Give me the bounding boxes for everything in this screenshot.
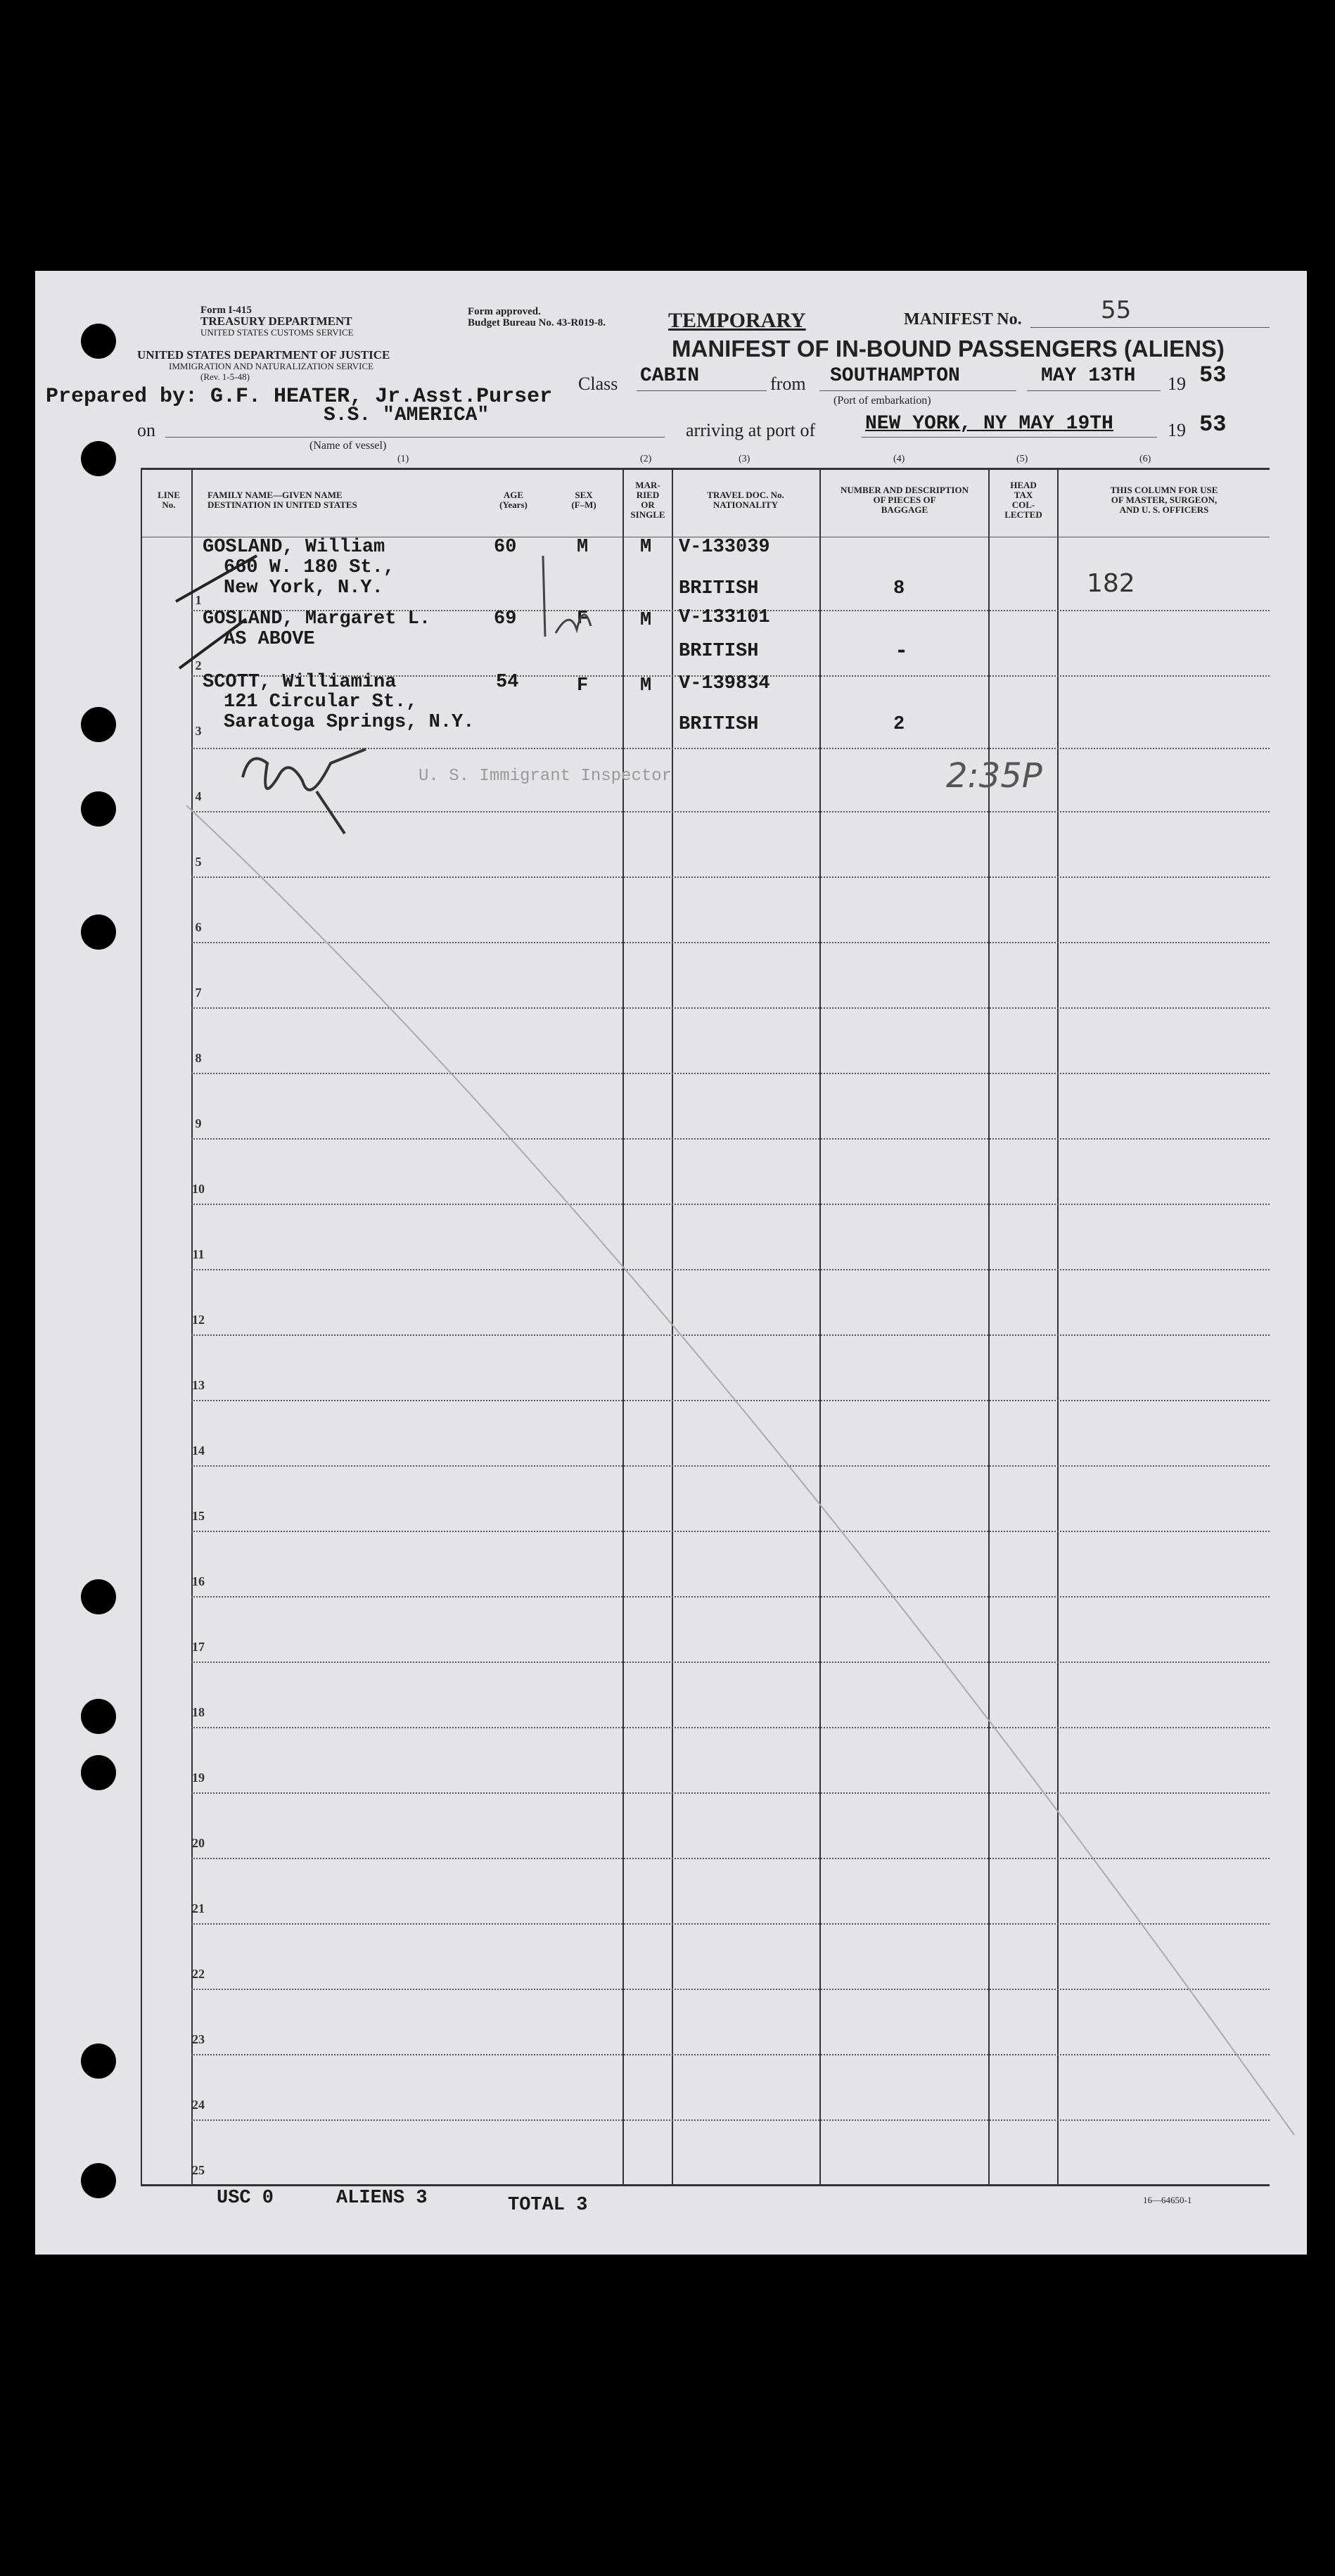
- diagonal-strike-line: [186, 805, 1294, 2135]
- header-sex: SEX (F–M): [571, 490, 596, 510]
- header-married: MAR- RIED OR SINGLE: [630, 480, 665, 520]
- header-name: FAMILY NAME—GIVEN NAME DESTINATION IN UNITED STATES: [207, 490, 357, 510]
- line-number: 13: [192, 1378, 205, 1392]
- vessel-name: S.S. "AMERICA": [324, 404, 490, 426]
- line-number: 11: [192, 1247, 205, 1261]
- line-number: 10: [192, 1182, 205, 1196]
- passenger-sex: F: [577, 608, 589, 630]
- pen-mark: [543, 556, 545, 637]
- line-number: 23: [192, 2032, 205, 2046]
- passenger-age: 60: [494, 537, 517, 558]
- agency-customs: UNITED STATES CUSTOMS SERVICE: [200, 327, 354, 338]
- col-num-3: (3): [739, 454, 750, 464]
- passenger-baggage: 8: [893, 578, 905, 599]
- passenger-nationality: BRITISH: [679, 714, 759, 735]
- form-number: Form I-415: [200, 305, 252, 316]
- passenger-marital: M: [640, 675, 652, 696]
- from-port: SOUTHAMPTON: [830, 365, 960, 387]
- vessel-caption: (Name of vessel): [309, 440, 387, 452]
- passenger-age: 54: [496, 672, 519, 693]
- year-prefix-2: 19: [1168, 420, 1186, 440]
- passenger-address: Saratoga Springs, N.Y.: [224, 712, 475, 733]
- header-age: AGE (Years): [499, 490, 528, 510]
- total-usc: USC 0: [217, 2188, 274, 2209]
- prepared-by: Prepared by: G.F. HEATER, Jr.Asst.Purser: [46, 385, 553, 409]
- on-label: on: [137, 420, 155, 440]
- header-line-no: LINE No.: [158, 490, 180, 510]
- line-number: 18: [192, 1705, 205, 1719]
- line-number: 15: [192, 1509, 205, 1523]
- col-num-6: (6): [1139, 454, 1151, 464]
- pen-marks: [35, 271, 1307, 2255]
- total-passengers: TOTAL 3: [508, 2195, 588, 2216]
- from-label: from: [770, 374, 806, 394]
- header-head-tax: HEAD TAX COL- LECTED: [1004, 480, 1042, 520]
- arrival-port-date: NEW YORK, NY MAY 19TH: [865, 413, 1113, 435]
- col-num-4: (4): [893, 454, 905, 464]
- line-number: 25: [192, 2163, 205, 2177]
- class-value: CABIN: [640, 365, 700, 387]
- line-number: 3: [195, 724, 202, 738]
- inspection-time: 2:35P: [946, 756, 1042, 796]
- year-1: 53: [1199, 362, 1227, 388]
- form-revision: (Rev. 1-5-48): [200, 371, 250, 382]
- line-number: 19: [192, 1771, 205, 1785]
- inspector-signature: [243, 749, 366, 834]
- inspector-initial: [556, 615, 591, 633]
- line-number: 12: [192, 1313, 205, 1327]
- passenger-baggage: 2: [893, 714, 905, 735]
- passenger-travel-doc: V-133101: [679, 607, 770, 628]
- officer-note: 182: [1087, 569, 1135, 598]
- passenger-marital: M: [640, 610, 652, 631]
- manifest-title: MANIFEST OF IN-BOUND PASSENGERS (ALIENS): [672, 336, 1225, 362]
- manifest-page: [35, 271, 1307, 2255]
- passenger-name: GOSLAND, Margaret L.: [203, 608, 431, 630]
- line-number: 4: [195, 789, 202, 803]
- departure-date: MAY 13TH: [1041, 365, 1136, 387]
- checkmark-stroke: [179, 619, 246, 668]
- col-num-5: (5): [1016, 454, 1028, 464]
- line-number: 2: [195, 658, 202, 672]
- line-number: 17: [192, 1640, 205, 1654]
- passenger-baggage: -: [895, 638, 909, 664]
- col-num-1: (1): [397, 454, 409, 464]
- line-number: 7: [195, 986, 202, 1000]
- agency-treasury: TREASURY DEPARTMENT: [200, 314, 352, 328]
- passenger-address: AS ABOVE: [224, 629, 315, 650]
- approval-note: Form approved.: [468, 306, 541, 317]
- agency-ins: IMMIGRATION AND NATURALIZATION SERVICE: [169, 361, 374, 371]
- line-number: 8: [195, 1051, 202, 1065]
- passenger-nationality: BRITISH: [679, 578, 759, 599]
- passenger-sex: F: [577, 675, 589, 696]
- line-number: 24: [192, 2098, 205, 2112]
- col-num-2: (2): [640, 454, 652, 464]
- line-number: 9: [195, 1116, 202, 1130]
- passenger-name: SCOTT, Williamina: [203, 672, 397, 693]
- manifest-number: 55: [1101, 296, 1132, 324]
- passenger-sex: M: [577, 537, 589, 558]
- line-number: 16: [192, 1574, 205, 1588]
- line-number: 5: [195, 855, 202, 869]
- year-prefix-1: 19: [1168, 374, 1186, 394]
- passenger-marital: M: [640, 537, 652, 558]
- header-officers: THIS COLUMN FOR USE OF MASTER, SURGEON, AND U. S. OFFICERS: [1110, 485, 1218, 515]
- inspector-stamp: U. S. Immigrant Inspector: [419, 767, 672, 786]
- checkmark-stroke: [176, 556, 257, 601]
- agency-justice: UNITED STATES DEPARTMENT OF JUSTICE: [137, 348, 390, 362]
- port-embarkation-caption: (Port of embarkation): [833, 395, 931, 407]
- line-number: 1: [195, 593, 202, 607]
- total-aliens: ALIENS 3: [336, 2188, 428, 2209]
- passenger-travel-doc: V-139834: [679, 673, 770, 694]
- passenger-name: GOSLAND, William: [203, 537, 385, 558]
- passenger-travel-doc: V-133039: [679, 537, 770, 558]
- line-number: 20: [192, 1836, 205, 1850]
- budget-bureau-no: Budget Bureau No. 43-R019-8.: [468, 317, 606, 329]
- header-baggage: NUMBER AND DESCRIPTION OF PIECES OF BAGGAGE: [840, 485, 969, 515]
- passenger-address: New York, N.Y.: [224, 578, 383, 599]
- temporary-label: TEMPORARY: [668, 309, 806, 332]
- form-footer-code: 16—64650-1: [1143, 2195, 1192, 2205]
- line-number: 14: [192, 1443, 205, 1458]
- arriving-label: arriving at port of: [686, 420, 816, 440]
- line-number: 6: [195, 920, 202, 934]
- header-travel-doc: TRAVEL DOC. No. NATIONALITY: [707, 490, 784, 510]
- manifest-no-label: MANIFEST No.: [904, 310, 1022, 329]
- passenger-nationality: BRITISH: [679, 641, 759, 662]
- passenger-address: 121 Circular St.,: [224, 691, 418, 713]
- line-number: 21: [192, 1901, 205, 1915]
- line-number: 22: [192, 1967, 205, 1981]
- year-2: 53: [1199, 412, 1227, 438]
- class-label: Class: [578, 374, 618, 394]
- passenger-age: 69: [494, 608, 517, 630]
- passenger-address: 660 W. 180 St.,: [224, 557, 395, 578]
